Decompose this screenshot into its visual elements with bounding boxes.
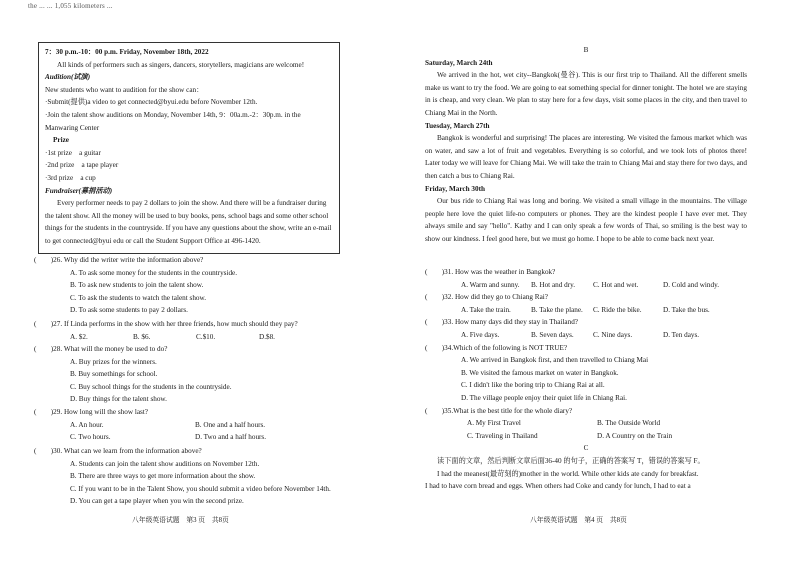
question-stem: ( )32. How did they go to Chiang Rai? xyxy=(425,293,548,302)
option: A. We arrived in Bangkok first, and then travelled to Chiang Mai xyxy=(461,356,649,365)
option: D. The village people enjoy their quiet life in Chiang Rai. xyxy=(461,393,627,402)
top-clipped-text: the ... ... 1,055 kilometers ... xyxy=(28,2,113,10)
diary-passage xyxy=(425,44,747,246)
option: D. A Country on the Train xyxy=(597,431,673,440)
fundraiser-title: Fundraiser(募捐活动) xyxy=(45,186,113,195)
option: A. $2. xyxy=(70,332,88,341)
question-stem: ( )26. Why did the writer write the information above? xyxy=(34,256,204,264)
section-b-label: B xyxy=(583,46,589,54)
question-stem: ( )34.Which of the following is NOT TRUE? xyxy=(425,343,568,352)
question-stem: ( )31. How was the weather in Bangkok? xyxy=(425,268,556,276)
diary-entry: Bangkok is wonderful and surprising! The places are interesting. We visited the famous market which was on water, and saw a lot of fruit and vegetables. Everything is so colorful, and we took lots of photos there! Later today we will leave for Chiang Mai. We will take the train to Chiang Mai and stay there for two days, and then catch a bus to Chiang Rai. xyxy=(425,134,747,180)
section-c-text: I had the meanest(最苛刻的)mother in the world. While other kids ate candy for breakfast. xyxy=(437,469,699,478)
option: D. Ten days. xyxy=(663,330,700,339)
option: B. We visited the famous market on water in Bangkok. xyxy=(461,368,619,377)
option: C. Two hours. xyxy=(70,433,111,442)
question-26 xyxy=(34,254,354,317)
option: D. Two and a half hours. xyxy=(195,433,267,442)
question-27 xyxy=(34,318,354,343)
option: B. One and a half hours. xyxy=(195,420,266,429)
section-c-text: I had to have corn bread and eggs. When others had Coke and candy for lunch, I had to eat a xyxy=(425,482,691,491)
option: D. Take the bus. xyxy=(663,305,710,314)
prize-item: ·2nd prize a tape player xyxy=(45,161,119,170)
option: C. Ride the bike. xyxy=(593,305,642,314)
option: A. An hour. xyxy=(70,420,104,429)
audition-title: Audition(试演) xyxy=(45,73,91,82)
option: D.$8. xyxy=(259,332,275,341)
audition-line: ·Join the talent show auditions on Monday, November 14th, 9：00a.m.-2：30p.m. in the Manwaring Center xyxy=(45,110,301,132)
question-stem: ( )29. How long will the show last? xyxy=(34,408,148,416)
option: C. To ask the students to watch the talent show. xyxy=(70,293,207,302)
option: B. $6. xyxy=(133,332,151,341)
option: A. Buy prizes for the winners. xyxy=(70,357,157,366)
option: B. Take the plane. xyxy=(531,305,583,314)
prize-item: ·1st prize a guitar xyxy=(45,148,101,157)
option: C. I didn't like the boring trip to Chiang Rai at all. xyxy=(461,381,605,390)
option: B. Buy somethings for school. xyxy=(70,370,158,379)
question-31 xyxy=(425,266,747,291)
option: C.$10. xyxy=(196,332,216,341)
poster-intro: All kinds of performers such as singers, dancers, storytellers, magicians are welcome! xyxy=(57,60,305,69)
poster-time: 7：30 p.m.-10：00 p.m. Friday, November 18th, 2022 xyxy=(45,48,209,56)
audition-line: ·Submit(提供)a video to get connected@byui.edu before November 12th. xyxy=(45,98,258,107)
talent-show-poster xyxy=(38,42,340,254)
question-35 xyxy=(425,405,747,443)
section-c-instruction: 读下面的文章，然后判断文章后面36-40 的句子，正确的答案写 T，错误的答案写 F。 xyxy=(437,456,705,465)
diary-entry: We arrived in the hot, wet city--Bangkok(曼谷). This is our first trip to Thailand. All the different smells make us want to try the food. We are going to eat something special for dinner tonight. The hotel we are staying in is cheap, and very clean. We plan to stay here for a few days, visit some places in the city, and then travel to Chiang Mai in the North. xyxy=(425,71,747,117)
option: C. Buy school things for the students in the countryside. xyxy=(70,382,232,391)
option: C. Hot and wet. xyxy=(593,280,639,289)
diary-entry: Our bus ride to Chiang Rai was long and boring. We visited a small village in the mountains. The village people here love the quiet life-no computers or phones. They are the kindest people I have ever met. They always smile and say "hello". Kathy and I can only speak a few words of Thai, so smiling is the best way to show our kindness. I feel good here, but we must go home. I hope to be able to come back next year. xyxy=(425,197,747,243)
page-footer-left: 八年级英语试题 第3 页 共8页 xyxy=(132,517,229,524)
option: A. Students can join the talent show auditions on November 12th. xyxy=(70,459,260,468)
option: D. Cold and windy. xyxy=(663,280,720,289)
option: B. The Outside World xyxy=(597,419,661,428)
question-34 xyxy=(425,342,747,405)
option: D. You can get a tape player when you win the second prize. xyxy=(70,497,244,506)
option: C. Traveling in Thailand xyxy=(467,431,538,440)
question-28 xyxy=(34,343,354,406)
option: A. Warm and sunny. xyxy=(461,280,520,289)
diary-date: Friday, March 30th xyxy=(425,184,485,193)
question-29 xyxy=(34,406,354,444)
question-32 xyxy=(425,291,747,316)
option: D. Buy things for the talent show. xyxy=(70,395,167,404)
prize-item: ·3rd prize a cup xyxy=(45,173,96,182)
option: C. Nine days. xyxy=(593,330,633,339)
question-33 xyxy=(425,316,747,341)
option: B. To ask new students to join the talent show. xyxy=(70,281,204,290)
option: B. There are three ways to get more information about the show. xyxy=(70,472,256,481)
question-stem: ( )28. What will the money be used to do? xyxy=(34,345,168,353)
page-footer-right: 八年级英语试题 第4 页 共8页 xyxy=(530,517,627,524)
question-stem: ( )27. If Linda performs in the show with her three friends, how much should they pay? xyxy=(34,320,298,328)
option: C. If you want to be in the Talent Show, you should submit a video before November 14th. xyxy=(70,484,331,493)
diary-date: Saturday, March 24th xyxy=(425,58,493,67)
section-c-label: C xyxy=(583,444,589,453)
option: B. Hot and dry. xyxy=(531,280,576,289)
option: A. Take the train. xyxy=(461,305,511,314)
option: A. To ask some money for the students in the countryside. xyxy=(70,268,238,277)
option: B. Seven days. xyxy=(531,330,574,339)
audition-line: New students who want to audition for the show can： xyxy=(45,85,204,94)
option: A. My First Travel xyxy=(467,419,521,428)
option: A. Five days. xyxy=(461,330,500,339)
question-stem: ( )33. How many days did they stay in Thailand? xyxy=(425,318,578,327)
question-stem: ( )35.What is the best title for the whole diary? xyxy=(425,406,573,415)
fundraiser-text: Every performer needs to pay 2 dollars to join the show. And there will be a fundraiser during the talent show. All the money will be used to buy books, pens, school bags and some other school things for the students in the countryside. If you have any questions about the show, write an e-mail to get connected@byui edu or call the Student Support Office at 496-1420. xyxy=(45,199,332,245)
question-stem: ( )30. What can we learn from the information above? xyxy=(34,447,202,455)
prize-title: Prize xyxy=(53,136,69,145)
diary-date: Tuesday, March 27th xyxy=(425,121,490,130)
question-30 xyxy=(34,445,354,508)
questions-31-35 xyxy=(425,266,747,493)
option: D. To ask some students to pay 2 dollars. xyxy=(70,306,188,315)
